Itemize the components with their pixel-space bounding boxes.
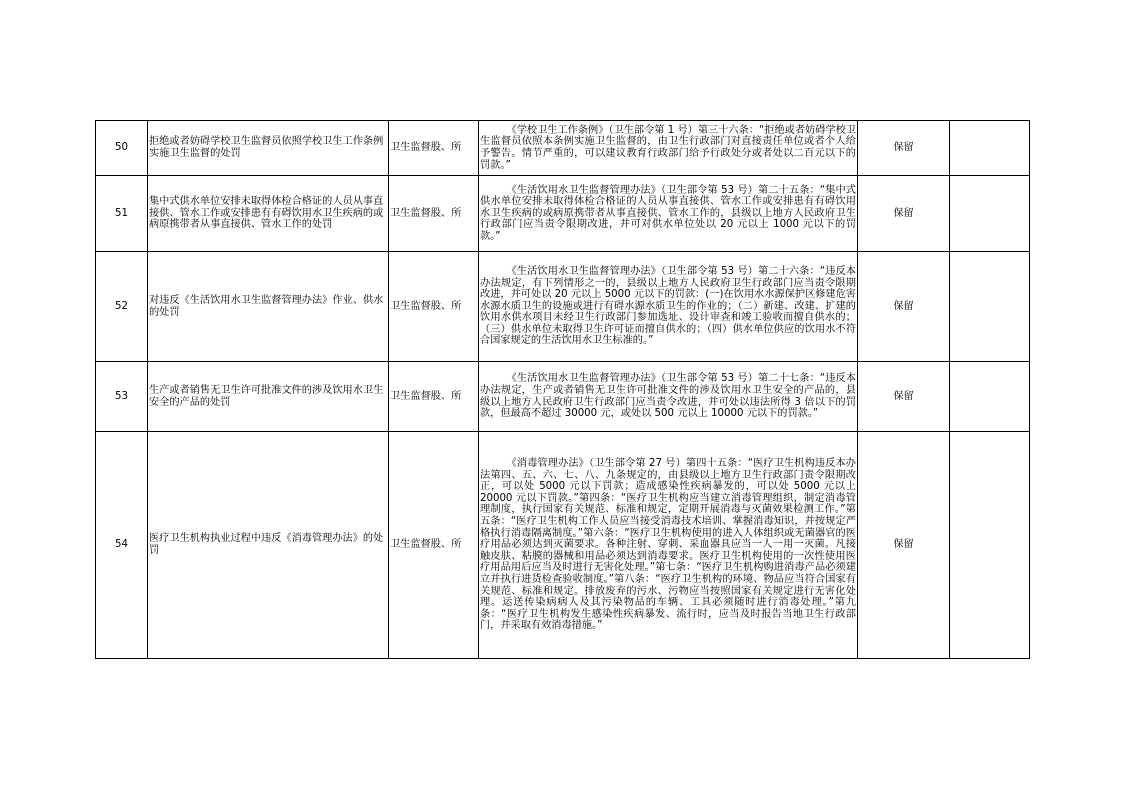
department: 卫生监督股、所: [389, 176, 479, 252]
row-number: 52: [96, 252, 148, 362]
status: 保留: [858, 176, 950, 252]
item-name: 对违反《生活饮用水卫生监督管理办法》作业、供水的处罚: [148, 252, 389, 362]
status: 保留: [858, 252, 950, 362]
status: 保留: [858, 121, 950, 176]
remarks: [950, 176, 1030, 252]
remarks: [950, 252, 1030, 362]
legal-basis: 《生活饮用水卫生监督管理办法》（卫生部令第 53 号）第二十六条：“违反本办法规定，有下列情形之一的，县级以上地方人民政府卫生行政部门应当责令限期改进，并可处以 20 元以上 5000 元以下的罚款：(一)在饮用水水源保护区修建危害水源水质卫生的设施或进行有碍水源水质卫生的作业的；（二）新建、改建、扩建的饮用水供水项目未经卫生行政部门参加选址、设计审查和竣工验收而擅自供水的；（三）供水单位未取得卫生许可证而擅自供水的；（四）供水单位供应的饮用水不符合国家规定的生活饮用水卫生标准的。”: [479, 252, 858, 362]
table-row: [96, 121, 1030, 176]
legal-basis: 《生活饮用水卫生监督管理办法》（卫生部令第 53 号）第二十五条：“集中式供水单位安排未取得体检合格证的人员从事直接供、管水工作或安排患有有碍饮用水卫生疾病的或病原携带者从事直接供、管水工作的，县级以上地方人民政府卫生行政部门应当责令限期改进，并可对供水单位处以 20 元以上 1000 元以下的罚款。”: [479, 176, 858, 252]
legal-basis: 《学校卫生工作条例》（卫生部令第 1 号）第三十六条：“拒绝或者妨碍学校卫生监督员依照本条例实施卫生监督的，由卫生行政部门对直接责任单位或者个人给予警告。情节严重的，可以建议教育行政部门给予行政处分或者处以二百元以下的罚款。”: [479, 121, 858, 176]
remarks: [950, 121, 1030, 176]
department: 卫生监督股、所: [389, 252, 479, 362]
status: 保留: [858, 362, 950, 432]
item-name: 生产或者销售无卫生许可批准文件的涉及饮用水卫生安全的产品的处罚: [148, 362, 389, 432]
department: 卫生监督股、所: [389, 362, 479, 432]
table-row: [96, 176, 1030, 252]
row-number: 53: [96, 362, 148, 432]
department: 卫生监督股、所: [389, 432, 479, 659]
power-list-table: [95, 120, 1030, 659]
row-number: 51: [96, 176, 148, 252]
status: 保留: [858, 432, 950, 659]
row-number: 50: [96, 121, 148, 176]
table-row: [96, 252, 1030, 362]
remarks: [950, 362, 1030, 432]
item-name: 集中式供水单位安排未取得体检合格证的人员从事直接供、管水工作或安排患有有碍饮用水卫生疾病的或病原携带者从事直接供、管水工作的处罚: [148, 176, 389, 252]
row-number: 54: [96, 432, 148, 659]
table-row: [96, 432, 1030, 659]
item-name: 拒绝或者妨碍学校卫生监督员依照学校卫生工作条例实施卫生监督的处罚: [148, 121, 389, 176]
item-name: 医疗卫生机构执业过程中违反《消毒管理办法》的处罚: [148, 432, 389, 659]
remarks: [950, 432, 1030, 659]
legal-basis: 《生活饮用水卫生监督管理办法》（卫生部令第 53 号）第二十七条：“违反本办法规定，生产或者销售无卫生许可批准文件的涉及饮用水卫生安全的产品的，县级以上地方人民政府卫生行政部门应当责令改进，并可处以违法所得 3 倍以下的罚款，但最高不超过 30000 元，或处以 500 元以上 10000 元以下的罚款。”: [479, 362, 858, 432]
department: 卫生监督股、所: [389, 121, 479, 176]
legal-basis: 《消毒管理办法》（卫生部令第 27 号）第四十五条：“医疗卫生机构违反本办法第四、五、六、七、八、九条规定的，由县级以上地方卫生行政部门责令限期改正，可以处 5000 元以下罚款；造成感染性疾病暴发的，可以处 5000 元以上 20000 元以下罚款。”第四条：“医疗卫生机构应当建立消毒管理组织，制定消毒管理制度，执行国家有关规范、标准和规定，定期开展消毒与灭菌效果检测工作。”第五条：“医疗卫生机构工作人员应当接受消毒技术培训、掌握消毒知识，并按规定严格执行消毒隔离制度。”第六条：“医疗卫生机构使用的进入人体组织或无菌器官的医疗用品必须达到灭菌要求。各种注射、穿刺、采血器具应当一人一用一灭菌。凡接触皮肤、粘膜的器械和用品必须达到消毒要求。医疗卫生机构使用的一次性使用医疗用品用后应当及时进行无害化处理。”第七条：“医疗卫生机构购进消毒产品必须建立并执行进货检查验收制度。”第八条：“医疗卫生机构的环境、物品应当符合国家有关规范、标准和规定。排放废弃的污水、污物应当按照国家有关规定进行无害化处理。运送传染病病人及其污染物品的车辆、工具必须随时进行消毒处理。”第九条：“医疗卫生机构发生感染性疾病暴发、流行时，应当及时报告当地卫生行政部门，并采取有效消毒措施。”: [479, 432, 858, 659]
table-row: [96, 362, 1030, 432]
